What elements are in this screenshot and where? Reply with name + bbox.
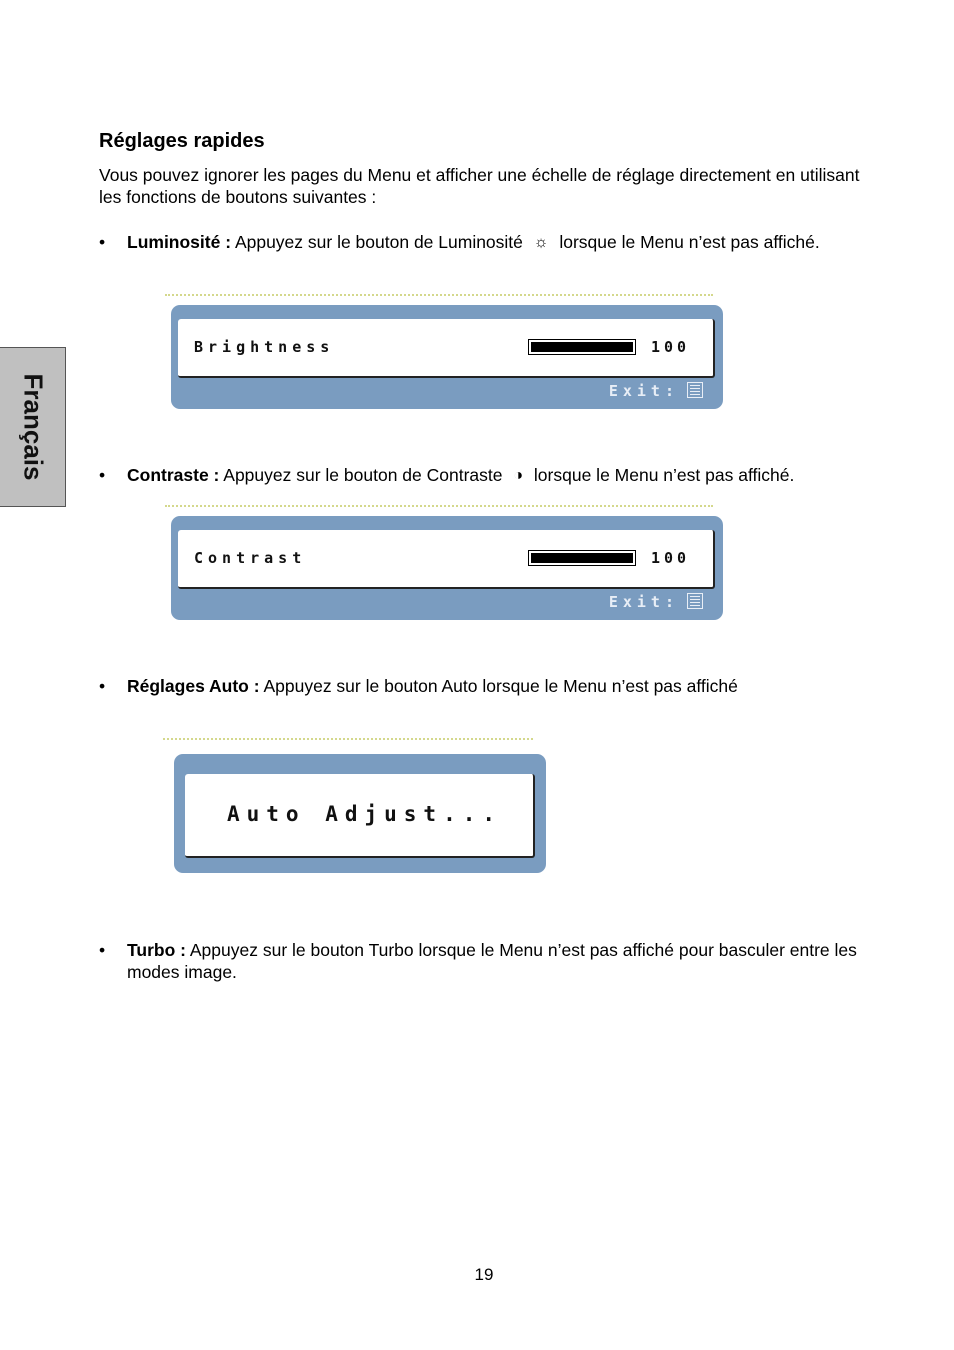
contrast-icon: ◑ xyxy=(513,467,524,484)
sun-icon: ☼ xyxy=(533,234,549,251)
osd-auto-window xyxy=(174,754,546,873)
osd-brightness-label: Brightness xyxy=(194,338,335,356)
osd-exit-label: Exit: xyxy=(608,593,679,611)
bullet-text: Appuyez sur le bouton de Contraste xyxy=(223,465,503,485)
bullet-text: lorsque le Menu n’est pas affiché. xyxy=(533,465,795,485)
osd-auto-label: Auto Adjust... xyxy=(227,802,503,826)
menu-icon xyxy=(687,382,703,398)
osd-auto-panel xyxy=(185,774,535,858)
menu-icon xyxy=(687,593,703,609)
section-title: Réglages rapides xyxy=(99,130,265,152)
osd-contrast-label: Contrast xyxy=(194,549,307,567)
bullet-brightness xyxy=(127,231,867,254)
dotted-border xyxy=(165,294,713,296)
osd-brightness-bar-fill xyxy=(531,342,633,352)
dotted-border xyxy=(165,505,713,507)
osd-contrast-window xyxy=(171,516,723,620)
language-tab xyxy=(0,347,66,507)
bullet-text: Appuyez sur le bouton Turbo lorsque le Menu n’est pas affiché pour basculer entre les modes image. xyxy=(127,940,857,982)
bullet-contrast xyxy=(127,464,867,487)
osd-contrast-panel xyxy=(178,530,715,589)
osd-brightness-panel xyxy=(178,319,715,378)
bullet-text: Appuyez sur le bouton Auto lorsque le Menu n’est pas affiché xyxy=(263,676,738,696)
bullet-term: Réglages Auto : xyxy=(127,676,260,696)
bullet-auto xyxy=(127,675,867,697)
osd-contrast-value: 100 xyxy=(651,549,691,567)
bullet-term: Luminosité : xyxy=(127,232,232,252)
bullet-term: Contraste : xyxy=(127,465,220,485)
osd-brightness-value: 100 xyxy=(651,338,691,356)
section-intro: Vous pouvez ignorer les pages du Menu et afficher une échelle de réglage directement en utilisant les fonctions de boutons suivantes : xyxy=(99,165,860,207)
bullet-term: Turbo : xyxy=(127,940,186,960)
osd-exit-label: Exit: xyxy=(608,382,679,400)
bullet-text: lorsque le Menu n’est pas affiché. xyxy=(559,232,820,252)
language-tab-label: Français xyxy=(18,373,48,481)
osd-brightness-bar xyxy=(528,339,636,355)
dotted-border xyxy=(163,738,533,740)
osd-brightness-window xyxy=(171,305,723,409)
bullet-turbo xyxy=(127,939,867,983)
bullet-text: Appuyez sur le bouton de Luminosité xyxy=(234,232,523,252)
osd-contrast-bar xyxy=(528,550,636,566)
page-number: 19 xyxy=(474,1265,494,1284)
osd-contrast-bar-fill xyxy=(531,553,633,563)
